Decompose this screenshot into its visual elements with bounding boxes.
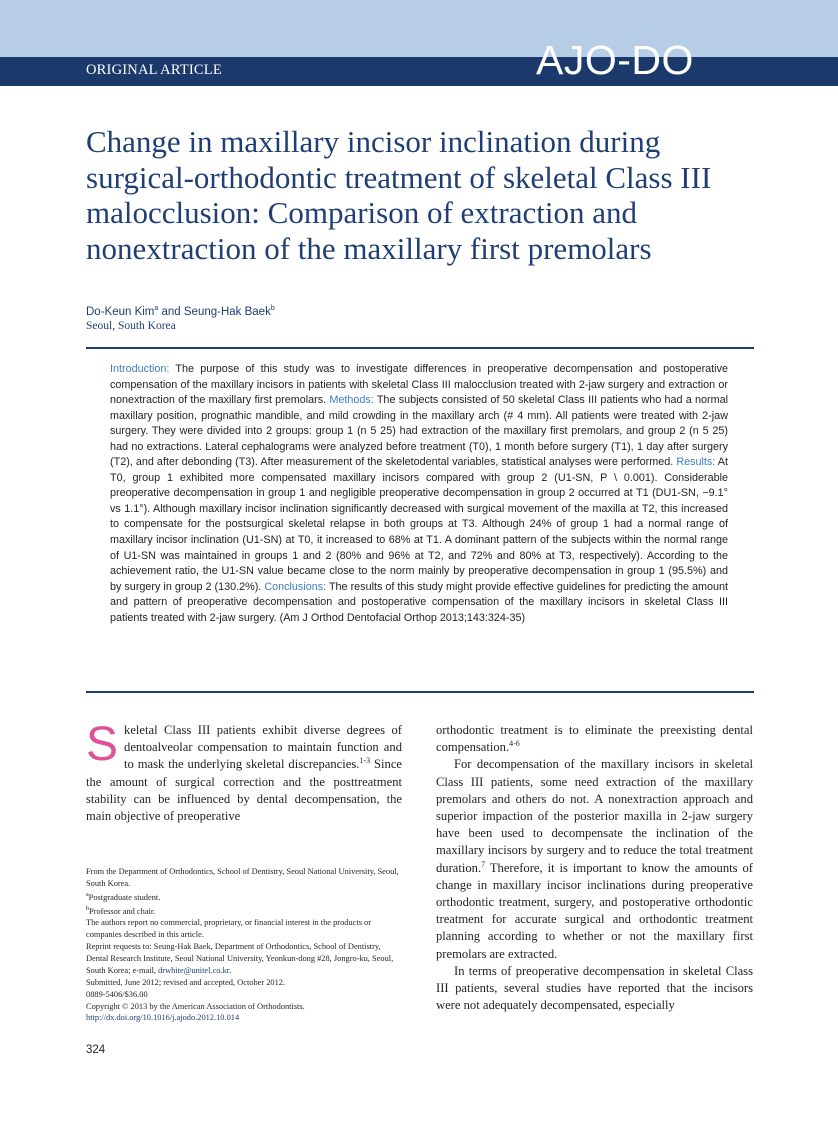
citation-ref: 1-3 bbox=[359, 756, 371, 766]
page-number: 324 bbox=[86, 1044, 106, 1056]
body-paragraph bbox=[86, 718, 402, 825]
body-text: Therefore, it is important to know the amounts of change in maxillary incisor inclinations during preoperative orthodontic treatment, surgery, and postoperative orthodontic treatment for accurate surgical and orthodontic treatment planning according to whether or not the maxillary first premolars are extracted. bbox=[436, 860, 753, 961]
body-text: orthodontic treatment is to eliminate the preexisting dental compensation. bbox=[436, 723, 753, 755]
article-title: Change in maxillary incisor inclination during surgical-orthodontic treatment of skeletal Class III malocclusion: Comparison of extraction and nonextraction of the maxillary first premolars bbox=[86, 124, 712, 266]
abstract-heading-introduction: Introduction: bbox=[110, 363, 170, 375]
citation-ref: 4-6 bbox=[509, 739, 520, 749]
abstract-bottom-rule bbox=[86, 691, 754, 693]
header-top-band bbox=[0, 0, 838, 57]
body-text: keletal Class III patients exhibit diverse degrees of dentoalveolar compensation to maintain function and to mask the underlying skeletal discrepancies. bbox=[124, 723, 402, 772]
email-link[interactable]: drwhite@unitel.co.kr bbox=[158, 965, 230, 975]
affiliation-mark: b bbox=[270, 305, 275, 312]
body-text: Since the amount of surgical correction and the posttreatment stability can be influenced by dental decompensation, the main objective of preoperative bbox=[86, 757, 402, 824]
footnote-role-a bbox=[86, 890, 404, 904]
author-name: Do-Keun Kim bbox=[86, 305, 155, 318]
footnotes bbox=[86, 866, 404, 1024]
footnote-text: . bbox=[229, 965, 232, 975]
abstract-heading-methods: Methods: bbox=[329, 394, 374, 407]
body-paragraph bbox=[436, 722, 753, 756]
doi-link[interactable]: http://dx.doi.org/10.1016/j.ajodo.2012.10.014 bbox=[86, 1013, 240, 1023]
author-location: Seoul, South Korea bbox=[86, 320, 176, 332]
footnote-disclosure: The authors report no commercial, proprietary, or financial interest in the products or companies described in this article. bbox=[86, 918, 372, 940]
abstract bbox=[110, 362, 728, 626]
body-column-left bbox=[86, 718, 402, 825]
footnote-text: Professor and chair. bbox=[89, 906, 156, 916]
body-column-right bbox=[436, 722, 753, 1014]
abstract-heading-conclusions: Conclusions: bbox=[264, 580, 327, 593]
abstract-methods-text: The subjects consisted of 50 skeletal Class III patients who had a normal maxillary position, prognathic mandible, and mild crowding in the maxillary arch (# 4 mm). All patients were treated with 2-jaw surgery. They were divided into 2 groups: group 1 (n 5 25) had extraction of the maxillary first premolars, and group 2 (n 5 25) had no extractions. Lateral cephalograms were analyzed before treatment (T0), 1 month before surgery (T1), 1 day after surgery (T2), and after debonding (T3). After measurement of the skeletodental variables, statistical analyses were performed. bbox=[110, 394, 728, 469]
footnote-copyright: Copyright © 2013 by the American Association of Orthodontists. bbox=[86, 1001, 305, 1011]
affiliation-mark: b bbox=[86, 905, 89, 912]
body-paragraph bbox=[436, 756, 753, 962]
section-label: ORIGINAL ARTICLE bbox=[86, 62, 222, 78]
author-name: Seung-Hak Baek bbox=[183, 305, 271, 318]
affiliation-mark: a bbox=[154, 305, 159, 312]
abstract-top-rule bbox=[86, 347, 754, 349]
abstract-results-text: At T0, group 1 exhibited more compensated maxillary incisors compared with group 2 (U1-SN, P \ 0.001). Considerable preoperative decompensation in group 1 and negligible preoperative decompensation in group 2 occurred at T1 (DU1-SN, −9.1° vs 1.1°). Although maxillary incisor inclination significantly decreased with surgical movement of the maxilla at T2, this increased to compensate for the postsurgical skeletal relapse in both groups at T3. Although 24% of group 1 had a normal range of maxillary incisor inclination (U1-SN) at T0, it increased to 68% at T1. A dominant pattern of the subjects within the normal range of U1-SN was maintained in groups 1 and 2 (80% and 96% at T2, and 72% and 80% at T3, respectively). According to the achievement ratio, the U1-SN value became close to the norm mainly by preoperative decompensation in group 1 (95.5%) and by surgery in group 2 (130.2%). bbox=[110, 456, 728, 593]
journal-logo: AJO-DO bbox=[536, 37, 694, 83]
footnote-text: Reprint requests to: Seung-Hak Baek, Department of Orthodontics, School of Dentistry, Dental Research Institute, Seoul National University, Yeonkun-dong #28, Jongro-ku, Seoul, South Korea; e-mail, bbox=[86, 942, 394, 975]
author-list bbox=[86, 305, 275, 318]
affiliation-mark: a bbox=[86, 891, 89, 898]
abstract-introduction-text: The purpose of this study was to investigate differences in preoperative decompensation and postoperative compensation of the maxillary incisors in patients with skeletal Class III malocclusion treated with 2-jaw surgery and extraction or nonextraction of the maxillary first premolars. bbox=[110, 363, 728, 407]
body-paragraph: In terms of preoperative decompensation in skeletal Class III patients, several studies have reported that the incisors were not adequately decompensated, especially bbox=[436, 963, 753, 1013]
citation-ref: 7 bbox=[481, 859, 486, 869]
footnote-reprint bbox=[86, 941, 404, 977]
drop-cap: S bbox=[86, 718, 119, 771]
body-text: For decompensation of the maxillary incisors in skeletal Class III patients, some need extraction of the maxillary premolars and others do not. A nonextraction approach and superior impaction of the posterior maxilla in 2-jaw surgery have been used to decompensate the inclination of the maxillary incisors by surgery and to reduce the total treatment duration. bbox=[436, 757, 753, 875]
footnote-department: From the Department of Orthodontics, School of Dentistry, Seoul National University, Seoul, South Korea. bbox=[86, 867, 399, 888]
footnote-text: Postgraduate student. bbox=[88, 892, 161, 902]
abstract-conclusions-text: The results of this study might provide effective guidelines for predicting the amount and pattern of preoperative decompensation and postoperative compensation of the maxillary incisors in skeletal Class III patients treated with 2-jaw surgery. (Am J Orthod Dentofacial Orthop 2013;143:324-35) bbox=[110, 580, 728, 624]
footnote-role-b bbox=[86, 904, 404, 918]
footnote-submitted: Submitted, June 2012; revised and accepted, October 2012. bbox=[86, 977, 286, 987]
abstract-heading-results: Results: bbox=[676, 456, 716, 469]
footnote-issn: 0889-5406/$36.00 bbox=[86, 989, 148, 999]
author-joiner: and bbox=[158, 305, 184, 318]
abstract-text bbox=[110, 362, 728, 626]
